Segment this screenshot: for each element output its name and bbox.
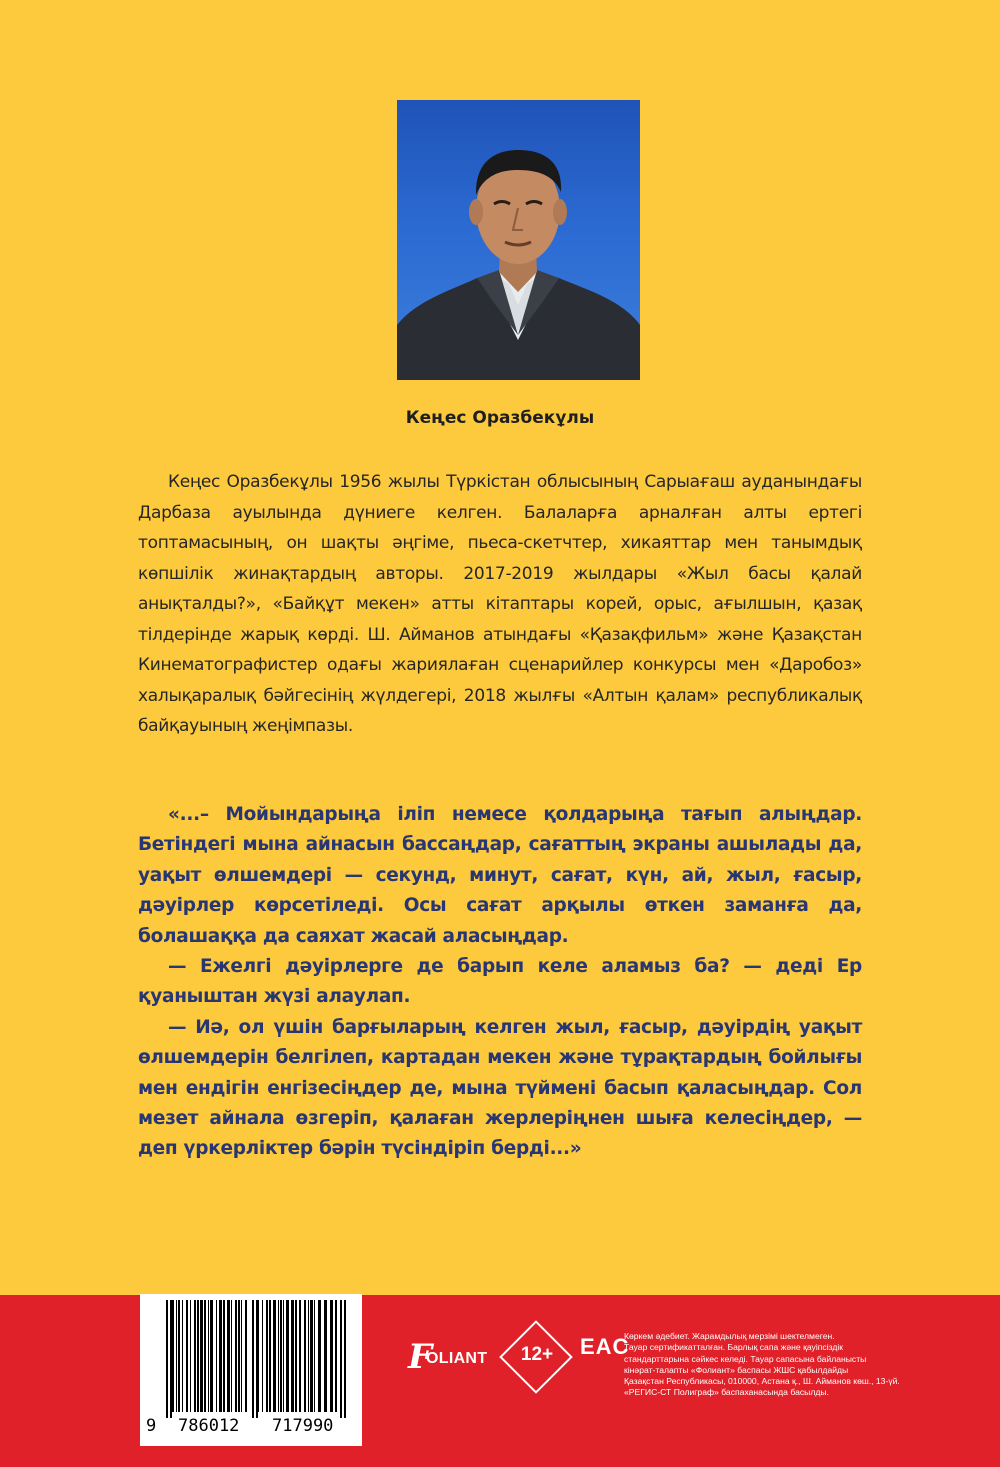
author-photo [397,100,640,380]
author-bio [138,467,862,742]
legal-line: Көркем әдебиет. Жарамдылық мерзімі шектелмеген. [624,1331,835,1341]
legal-line: «РЕГИС-СТ Полиграф» баспаханасында басылды. [624,1387,829,1398]
barcode-group-left: 786012 [178,1416,240,1436]
book-excerpt [138,800,862,1165]
legal-line: Тауар сертификатталған. Барлық сапа және қауіпсіздік [624,1342,844,1353]
barcode-digits [144,1410,358,1440]
age-rating: 12+ [520,1344,554,1365]
publisher-logo-letter: F [408,1337,433,1377]
author-portrait-image [397,100,640,380]
barcode-bars [148,1300,354,1418]
publisher-logo [408,1337,498,1377]
publisher-logo-text: OLIANT [426,1350,488,1367]
excerpt-paragraph: — Ежелгі дәуірлерге де барып келе аламыз ба? — деді Ер қуаныштан жүзі алаулап. [138,956,862,1008]
barcode-group-right: 717990 [272,1416,334,1436]
legal-line: стандарттарына сәйкес келеді. Тауар сапасына байланысты [624,1353,867,1364]
legal-line: Қазақстан Республикасы, 010000, Астана қ., Ш. Айманов көш., 13-үй. [624,1376,900,1387]
excerpt-paragraph: «...– Мойындарыңа іліп немесе қолдарыңа тағып алыңдар. Бетіндегі мына айнасын бассаңдар, сағаттың экраны ашылады да, уақыт өлшемдері — секунд, минут, сағат, күн, ай, жыл, ғасыр, дәуірлер көрсетіледі. Осы сағат арқылы өткен заманға да, болашаққа да саяхат жасай аласыңдар. [138,804,862,947]
isbn-barcode [140,1294,362,1446]
legal-info [624,1331,924,1399]
excerpt-paragraph: — Иә, ол үшін барғыларың келген жыл, ғасыр, дәуірдің уақыт өлшемдерін белгілеп, картадан мекен және тұрақтардың бойлығы мен ендігін енгізесіңдер де, мына түймені басып қаласыңдар. Сол мезет айнала өзгеріп, қалаған жерлеріңнен шыға келесіңдер, — деп үркерліктер бәрін түсіндіріп берді...» [138,1016,862,1160]
bio-paragraph: Кеңес Оразбекұлы 1956 жылы Түркістан облысының Сарыағаш ауданындағы Дарбаза ауылында дүниеге келген. Балаларға арналған алты ертегі топтамасының, он шақты әңгіме, пьеса-скетчтер, хикаяттар мен танымдық көпшілік жинақтардың авторы. 2017-2019 жылдары «Жыл басы қалай анықталды?», «Байқұт мекен» атты кітаптары корей, орыс, ағылшын, қазақ тілдерінде жарық көрді. Ш. Айманов атындағы «Қазақфильм» және Қазақстан Кинематографистер одағы жариялаған сценарийлер конкурсы мен «Даробоз» халықаралық бәйгесінің жүлдегері, 2018 жылғы «Алтын қалам» республикалық байқауының жеңімпазы. [138,472,862,736]
barcode-digit-first: 9 [146,1416,157,1436]
eac-certification-icon: EAC [580,1334,630,1359]
legal-line: кінәрат-талапты «Фолиант» баспасы ЖШС қабылдайды [624,1364,849,1375]
author-name: Кеңес Оразбекұлы [405,408,595,428]
